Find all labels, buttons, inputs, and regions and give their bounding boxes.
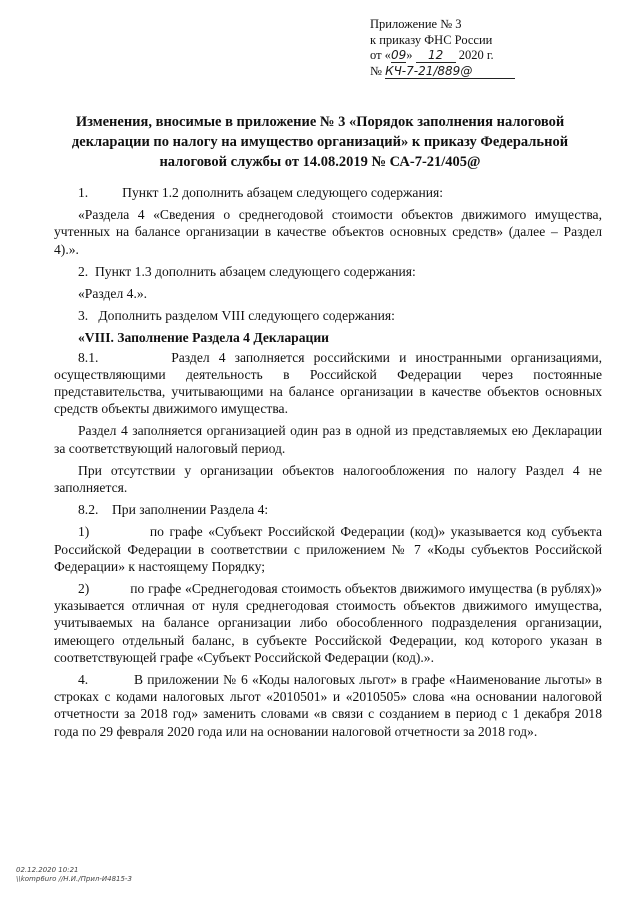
file-footer: [16, 866, 316, 884]
handwritten-day: 09: [390, 48, 407, 62]
paragraph-8-1-b: Раздел 4 заполняется организацией один раз в одной из представляемых ею Декларации за соответствующий налоговый период.: [54, 423, 602, 456]
order-date: от «09» 12 2020 г.: [370, 48, 494, 62]
paragraph-3: 3. Дополнить разделом VIII следующего содержания:: [78, 308, 395, 324]
paragraph-1: 1. Пункт 1.2 дополнить абзацем следующего содержания:: [78, 185, 444, 200]
order-reference: к приказу ФНС России: [370, 32, 493, 47]
paragraph-8-1-c: При отсутствии у организации объектов налогообложения по налогу Раздел 4 не заполняется.: [54, 462, 602, 496]
footer-filepath: \\komp6uro //Н.И./Прил-И4815-3: [16, 875, 132, 883]
appendix-header: [370, 17, 570, 79]
document-title: Изменения, вносимые в приложение № 3 «Порядок заполнения налоговой декларации по налогу на имущество организаций» к приказу Федеральной налоговой службы от 14.08.2019 № СА-7-21/405@: [71, 114, 569, 170]
handwritten-number: КЧ-7-21/889@: [385, 65, 515, 79]
paragraph-8-2-item-2: 2) по графе «Среднегодовая стоимость объектов движимого имущества (в рублях)» указывается отличная от нуля среднегодовая стоимость объектов движимого имущества, учитываемых на балансе организации либо обособленного подразделения организации, имеющего отдельный баланс, в субъекте Российской Федерации, код которого указан в соответствующей графе «Субъект Российской Федерации (код).».: [54, 581, 602, 665]
paragraph-8-1: 8.1. Раздел 4 заполняется российскими и иностранными организациями, осуществляющими деятельность в Российской Федерации через постоянные представительства, учитывающими на балансе организации в качестве объектов основных средств объекты движимого имущества.: [54, 349, 602, 417]
paragraph-8-2-item-1: 1) по графе «Субъект Российской Федерации (код)» указывается код субъекта Российской Федерации в соответствии с приложением № 7 «Коды субъектов Российской Федерации» к настоящему Порядку;: [54, 524, 602, 574]
appendix-number: Приложение № 3: [370, 17, 462, 31]
footer-timestamp: 02.12.2020 10:21: [16, 866, 79, 874]
paragraph-4: 4. В приложении № 6 «Коды налоговых льгот» в графе «Наименование льготы» в строках с кодами налоговых льгот «2010501» и «2010505» слова «на основании налоговой отчетности за 2018 год» заменить словами «в связи с созданием в период с 1 декабря 2018 года по 29 февраля 2020 года или на основании налоговой отчетности за 2018 год».: [54, 672, 602, 739]
order-number: № КЧ-7-21/889@: [370, 64, 570, 80]
section-heading: «VIII. Заполнение Раздела 4 Декларации: [78, 330, 330, 346]
paragraph-8-2: 8.2. При заполнении Раздела 4:: [78, 502, 269, 518]
paragraph-2: 2. Пункт 1.3 дополнить абзацем следующего содержания:: [78, 263, 416, 279]
paragraph-1-quote: «Раздела 4 «Сведения о среднегодовой стоимости объектов движимого имущества, учтенных на балансе организации в качестве объектов основных средств» (далее – Раздел 4).».: [54, 207, 602, 257]
handwritten-month: 12: [416, 49, 456, 63]
paragraph-2-quote: «Раздел 4.».: [78, 286, 148, 302]
document-body: [54, 184, 602, 745]
